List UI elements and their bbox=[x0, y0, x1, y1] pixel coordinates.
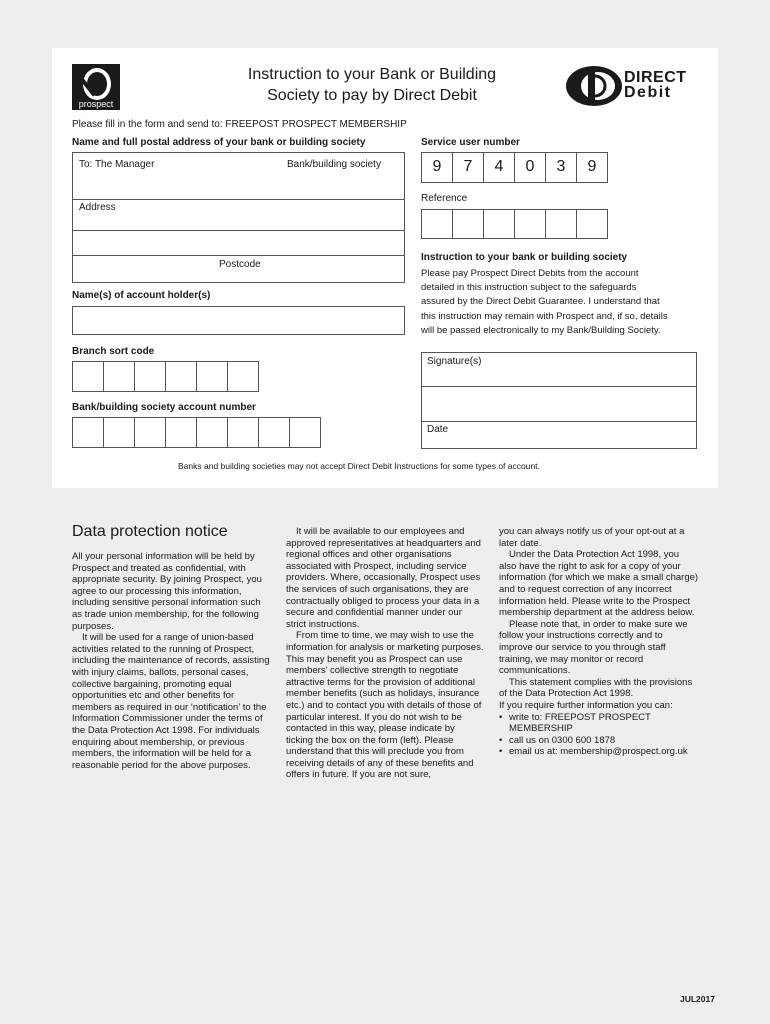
dd-line-1: DIRECT bbox=[624, 69, 687, 86]
dp-column-1 bbox=[72, 551, 272, 771]
instruction-text bbox=[421, 267, 668, 338]
service-user-digit: 3 bbox=[545, 152, 577, 183]
service-user-digit: 9 bbox=[421, 152, 453, 183]
account-digit-box[interactable] bbox=[72, 417, 104, 448]
account-number-label: Bank/building society account number bbox=[72, 402, 256, 413]
data-protection-title: Data protection notice bbox=[72, 523, 228, 540]
account-holders-label: Name(s) of account holder(s) bbox=[72, 290, 211, 301]
account-holders-field[interactable] bbox=[72, 306, 405, 335]
account-digit-box[interactable] bbox=[134, 417, 166, 448]
sort-code-box[interactable] bbox=[134, 361, 166, 392]
service-user-digit: 0 bbox=[514, 152, 546, 183]
account-digit-box[interactable] bbox=[196, 417, 228, 448]
account-digit-box[interactable] bbox=[103, 417, 135, 448]
contact-item: • write to: FREEPOST PROSPECT MEMBERSHIP bbox=[499, 712, 699, 735]
direct-debit-mark-icon bbox=[564, 64, 624, 108]
to-manager-label: To: The Manager bbox=[79, 159, 155, 170]
sort-code-label: Branch sort code bbox=[72, 346, 155, 357]
sort-code-box[interactable] bbox=[227, 361, 259, 392]
instruction-heading: Instruction to your bank or building society bbox=[421, 252, 628, 263]
account-digit-box[interactable] bbox=[165, 417, 197, 448]
reference-box[interactable] bbox=[545, 209, 577, 239]
contact-list bbox=[499, 712, 699, 758]
address-label: Address bbox=[79, 202, 116, 213]
dp-paragraph: you can always notify us of your opt-out at a later date. bbox=[499, 526, 685, 549]
reference-box[interactable] bbox=[421, 209, 453, 239]
reference-box[interactable] bbox=[514, 209, 546, 239]
signature-label: Signature(s) bbox=[427, 356, 482, 367]
dp-column-2 bbox=[286, 526, 484, 781]
title-line-2: Society to pay by Direct Debit bbox=[267, 87, 477, 104]
footer-code: JUL2017 bbox=[680, 994, 715, 1004]
bank-society-label: Bank/building society bbox=[287, 159, 381, 170]
dp-paragraph: All your personal information will be held by Prospect and treated as confidential, with appropriate security. By joining Prospect, you agree to our processing this information, including sensitive personal information such as trade union membership, for the following purposes. bbox=[72, 551, 262, 632]
instruction-line: detailed in this instruction subject to the safeguards bbox=[421, 282, 637, 294]
dp-paragraph: It will be used for a range of union-based activities related to the running of Prospect, including the maintenance of records, assisting with injury claims, ballots, personal cases, collective bargaining, promoting equal opportunities etc and other benefits for members as required in our ‘notification’ to the Information Commissioner under the terms of the Data Protection Act 1998. For individuals enquiring about membership, or previous members, the information will be held for a reasonable period for the above purposes. bbox=[72, 632, 270, 771]
postcode-label: Postcode bbox=[219, 259, 261, 270]
form-title bbox=[212, 64, 532, 106]
dp-paragraph: If you require further information you can: bbox=[499, 699, 673, 711]
title-line-1: Instruction to your Bank or Building bbox=[247, 66, 497, 83]
sort-code-box[interactable] bbox=[196, 361, 228, 392]
sort-code-box[interactable] bbox=[72, 361, 104, 392]
contact-item[interactable]: • email us at: membership@prospect.org.uk bbox=[499, 746, 699, 758]
dp-paragraph: It will be available to our employees and approved representatives at headquarters and regional offices and other organisations associated with Prospect, including service providers. Where, occasionally, Prospect uses the services of such organisations, they are contractually obliged to process your data in a secure and confidential manner under our strict instructions. bbox=[286, 526, 481, 630]
dp-paragraph: Please note that, in order to make sure we follow your instructions correctly and to improve our service to you through staff training, we may monitor or record communications. bbox=[499, 618, 688, 677]
reference-box[interactable] bbox=[452, 209, 484, 239]
address-heading: Name and full postal address of your bank or building society bbox=[72, 137, 366, 148]
dd-line-2: Debit bbox=[624, 84, 672, 101]
instruction-line: assured by the Direct Debit Guarantee. I understand that bbox=[421, 296, 660, 308]
account-digit-box[interactable] bbox=[227, 417, 259, 448]
service-user-digit: 7 bbox=[452, 152, 484, 183]
instruction-line: Please pay Prospect Direct Debits from the account bbox=[421, 268, 639, 279]
service-user-digit: 9 bbox=[576, 152, 608, 183]
send-instruction: Please fill in the form and send to: FREEPOST PROSPECT MEMBERSHIP bbox=[72, 119, 407, 130]
instruction-line: will be passed electronically to my Bank/Building Society. bbox=[421, 324, 661, 336]
instruction-line: this instruction may remain with Prospect and, if so, details bbox=[421, 310, 668, 322]
direct-debit-logo bbox=[564, 64, 700, 108]
form-footnote: Banks and building societies may not accept Direct Debit Instructions for some types of account. bbox=[178, 461, 540, 471]
reference-label: Reference bbox=[421, 193, 468, 204]
sort-code-box[interactable] bbox=[103, 361, 135, 392]
logo-text: prospect bbox=[78, 99, 114, 109]
sort-code-box[interactable] bbox=[165, 361, 197, 392]
direct-debit-form bbox=[52, 48, 718, 488]
reference-box[interactable] bbox=[576, 209, 608, 239]
dp-column-3 bbox=[499, 526, 699, 758]
dp-paragraph: This statement complies with the provisions of the Data Protection Act 1998. bbox=[499, 676, 693, 700]
reference-box[interactable] bbox=[483, 209, 515, 239]
account-digit-box[interactable] bbox=[289, 417, 321, 448]
account-digit-box[interactable] bbox=[258, 417, 290, 448]
dp-paragraph: Under the Data Protection Act 1998, you also have the right to ask for a copy of your information (for which we make a small charge) and to request correction of any incorrect information held. Please write to the Prospect membership department at the address below. bbox=[499, 549, 699, 619]
date-label: Date bbox=[427, 424, 449, 435]
prospect-logo bbox=[72, 64, 120, 110]
dp-paragraph: From time to time, we may wish to use the information for analysis or marketing purposes. This may benefit you as Prospect can use members’ collective strength to negotiate attractive terms for the provision of additional member benefits (such as holidays, insurance etc.) and to contact you with details of those of particular interest. If you do not wish to be contacted in this way, please indicate by ticking the box on the form (left). Please understand that this will preclude you from receiving details of any of these benefits and offers in future. If you are not sure, bbox=[286, 630, 484, 781]
service-user-label: Service user number bbox=[421, 137, 520, 148]
service-user-digit: 4 bbox=[483, 152, 515, 183]
contact-item: • call us on 0300 600 1878 bbox=[499, 735, 699, 747]
